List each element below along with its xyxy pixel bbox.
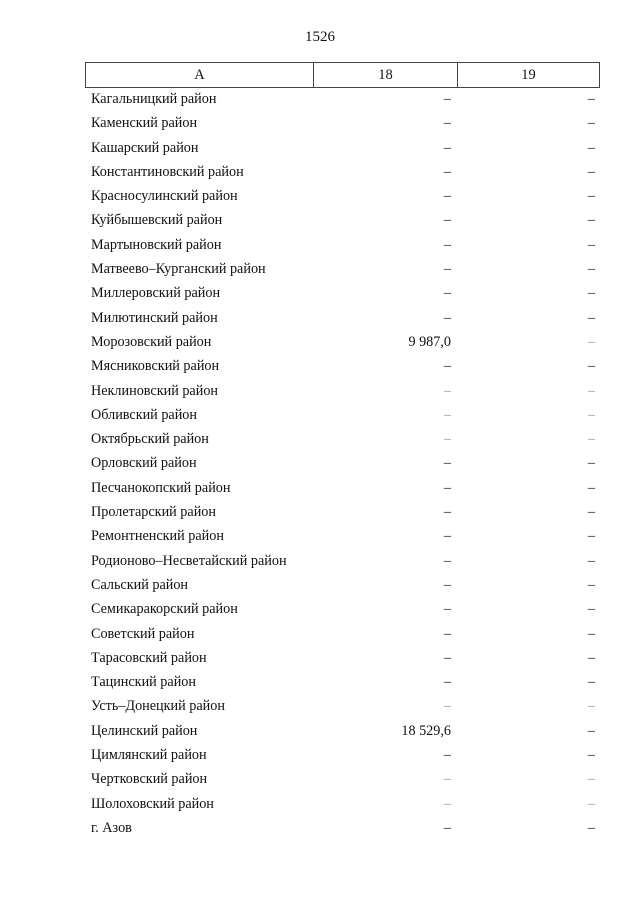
district-name: Цимлянский район [91, 747, 207, 764]
district-name: Песчанокопский район [91, 479, 231, 496]
value-col-18: – [443, 285, 451, 302]
district-name: Родионово–Несветайский район [91, 552, 287, 569]
value-col-19: – [587, 431, 595, 448]
value-col-18: – [443, 455, 451, 472]
value-col-19: – [587, 504, 595, 521]
table-row [85, 111, 600, 135]
district-name: Каменский район [91, 115, 198, 132]
table-row [85, 622, 600, 646]
value-col-18: – [443, 358, 451, 375]
table-row [85, 573, 600, 597]
value-col-19: – [587, 163, 595, 180]
district-name: Пролетарский район [91, 504, 216, 521]
district-name: Кашарский район [91, 139, 199, 156]
table-row [85, 792, 600, 816]
value-col-18: – [443, 163, 451, 180]
value-col-18: – [443, 406, 451, 423]
district-name: Октябрьский район [91, 431, 209, 448]
value-col-19: – [587, 722, 595, 739]
value-col-19: – [587, 552, 595, 569]
value-col-19: – [587, 188, 595, 205]
table-row [85, 646, 600, 670]
value-col-19: – [587, 795, 595, 812]
table-row [85, 330, 600, 354]
value-col-19: – [587, 309, 595, 326]
table-row [85, 354, 600, 378]
value-col-18: – [443, 236, 451, 253]
district-name: Мясниковский район [91, 358, 220, 375]
district-name: Матвеево–Курганский район [91, 261, 266, 278]
value-col-18: – [443, 698, 451, 715]
value-col-18: – [443, 261, 451, 278]
value-col-18: – [443, 115, 451, 132]
table-row [85, 87, 600, 111]
table-row [85, 670, 600, 694]
value-col-19: – [587, 674, 595, 691]
district-name: Тацинский район [91, 674, 196, 691]
table-row [85, 451, 600, 475]
district-name: Мартыновский район [91, 236, 222, 253]
value-col-18: – [443, 576, 451, 593]
table-row [85, 427, 600, 451]
page-number: 1526 [305, 29, 335, 45]
district-name: Орловский район [91, 455, 197, 472]
value-col-19: – [587, 261, 595, 278]
table-row [85, 743, 600, 767]
table-row [85, 306, 600, 330]
value-col-19: – [587, 455, 595, 472]
district-name: Семикаракорский район [91, 601, 238, 618]
value-col-18: – [443, 771, 451, 788]
value-col-19: – [587, 698, 595, 715]
header-row [86, 63, 600, 88]
value-col-19: – [587, 819, 595, 836]
value-col-18: – [443, 552, 451, 569]
value-col-19: – [587, 479, 595, 496]
value-col-18: – [443, 819, 451, 836]
value-col-19: – [587, 91, 595, 107]
value-col-19: – [587, 576, 595, 593]
value-col-19: – [587, 115, 595, 132]
value-col-18: – [443, 212, 451, 229]
district-name: Советский район [91, 625, 195, 642]
value-col-18: – [443, 479, 451, 496]
table-row [85, 184, 600, 208]
table-row [85, 281, 600, 305]
value-col-18: – [443, 649, 451, 666]
district-name: Целинский район [91, 722, 198, 739]
value-col-18: – [443, 139, 451, 156]
table-row [85, 549, 600, 573]
value-col-18: – [443, 309, 451, 326]
table-row [85, 379, 600, 403]
district-name: Миллеровский район [91, 285, 221, 302]
district-name: Милютинский район [91, 309, 218, 326]
value-col-18: – [443, 504, 451, 521]
value-col-19: – [587, 771, 595, 788]
district-name: Чертковский район [91, 771, 208, 788]
table-row [85, 597, 600, 621]
value-col-19: – [587, 625, 595, 642]
value-col-18: – [443, 431, 451, 448]
value-col-19: – [587, 747, 595, 764]
table-row [85, 524, 600, 548]
value-col-19: – [587, 236, 595, 253]
value-col-19: – [587, 212, 595, 229]
table-row [85, 136, 600, 160]
district-name: Морозовский район [91, 333, 212, 350]
value-col-18: – [443, 382, 451, 399]
table-row [85, 257, 600, 281]
district-name: Красносулинский район [91, 188, 238, 205]
district-name: Сальский район [91, 576, 189, 593]
table-body [85, 87, 600, 840]
table-row [85, 160, 600, 184]
table-row [85, 476, 600, 500]
table-row [85, 233, 600, 257]
table-row [85, 208, 600, 232]
value-col-18: 9 987,0 [408, 333, 451, 350]
value-col-19: – [587, 358, 595, 375]
value-col-18: – [443, 91, 451, 107]
value-col-19: – [587, 382, 595, 399]
district-name: Обливский район [91, 406, 197, 423]
value-col-18: – [443, 625, 451, 642]
district-name: Неклиновский район [91, 382, 219, 399]
district-name: Тарасовский район [91, 649, 207, 666]
header-col-a: А [86, 63, 314, 88]
table-row [85, 500, 600, 524]
value-col-19: – [587, 139, 595, 156]
value-col-19: – [587, 601, 595, 618]
district-name: Куйбышевский район [91, 212, 223, 229]
district-name: Кагальницкий район [91, 91, 217, 107]
value-col-19: – [587, 528, 595, 545]
value-col-19: – [587, 333, 595, 350]
value-col-19: – [587, 649, 595, 666]
table-row [85, 816, 600, 840]
header-col-19: 19 [458, 63, 600, 88]
district-name: Константиновский район [91, 163, 244, 180]
value-col-18: – [443, 601, 451, 618]
district-name: Ремонтненский район [91, 528, 224, 545]
value-col-18: 18 529,6 [401, 722, 451, 739]
district-name: г. Азов [91, 819, 132, 836]
table-row [85, 719, 600, 743]
table-header [85, 62, 600, 88]
value-col-18: – [443, 188, 451, 205]
table-row [85, 767, 600, 791]
value-col-18: – [443, 747, 451, 764]
value-col-18: – [443, 528, 451, 545]
table-row [85, 403, 600, 427]
value-col-18: – [443, 795, 451, 812]
district-name: Усть–Донецкий район [91, 698, 225, 715]
table-row [85, 694, 600, 718]
district-name: Шолоховский район [91, 795, 214, 812]
value-col-18: – [443, 674, 451, 691]
value-col-19: – [587, 406, 595, 423]
value-col-19: – [587, 285, 595, 302]
header-col-18: 18 [314, 63, 458, 88]
